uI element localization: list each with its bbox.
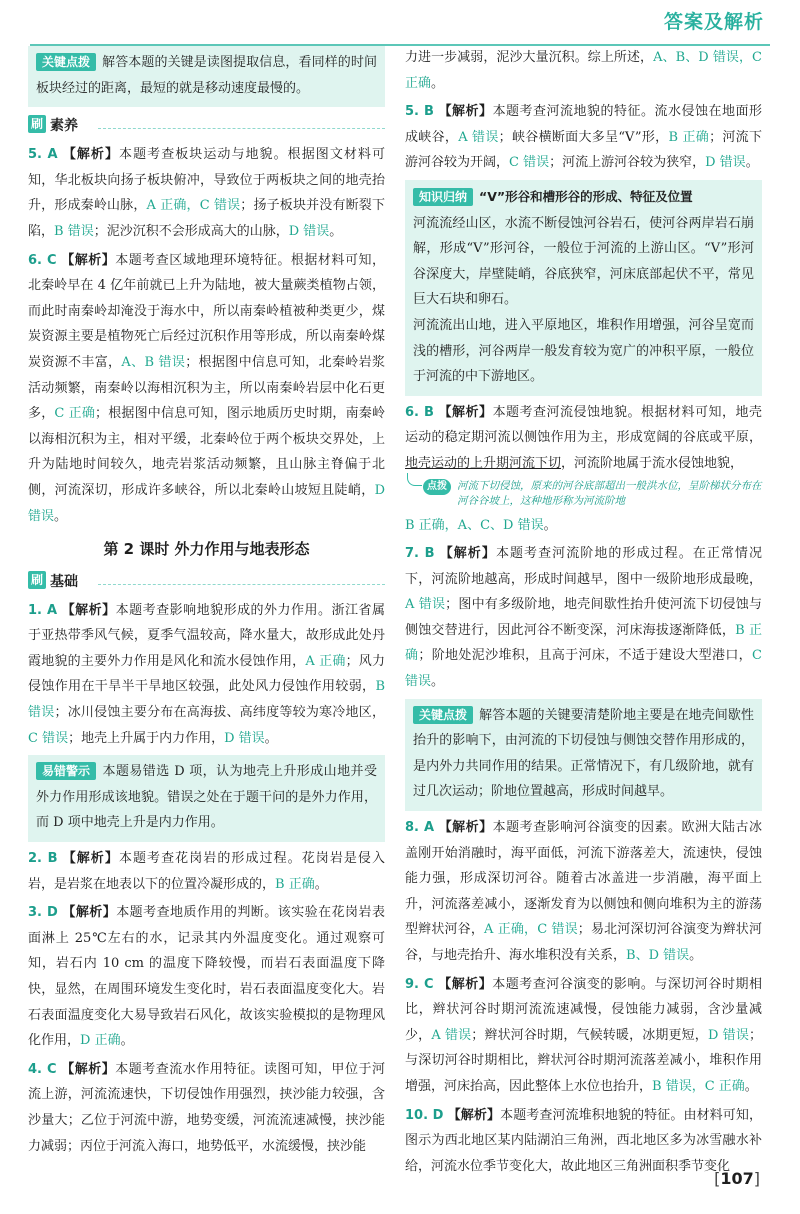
answer-item <box>28 598 385 752</box>
right-column <box>405 42 762 1179</box>
answer-item <box>405 972 762 1100</box>
answer-text: ；峡谷横断面大多呈“V”形， <box>498 129 669 145</box>
answer-verdict: D 错误 <box>28 482 385 524</box>
answer-verdict: A 错误 <box>458 129 499 145</box>
key-tip-text: 解答本题的关键是读图提取信息，看同样的时间板块经过的距离，最短的就是移动速度最慢的。 <box>36 55 377 96</box>
answer-verdict: B 正确 <box>405 622 762 664</box>
key-tip-box <box>28 46 385 107</box>
answer-text: 。 <box>120 1033 134 1049</box>
key-tip-label: 关键点拨 <box>36 53 96 71</box>
answer-text: ；辫状河谷时期，气候转暖，冰期更短， <box>471 1027 708 1043</box>
answer-text: 。 <box>431 674 445 690</box>
answer-item-continued <box>405 45 762 96</box>
answer-verdict: A 正确 <box>305 653 346 669</box>
answer-text: 。 <box>744 1078 758 1094</box>
answer-text: 力进一步减弱，泥沙大量沉积。综上所述， <box>405 50 654 65</box>
analysis-tag: 【解析】 <box>62 147 120 163</box>
header-title: 答案及解析 <box>663 11 764 33</box>
answer-verdict: D 正确 <box>80 1033 121 1049</box>
answer-text: ；冰川侵蚀主要分布在高海拔、高纬度等较为寒冷地区， <box>54 705 385 721</box>
answer-text: 本题考查河流地貌的特征。流水侵蚀在地面形成峡谷， <box>405 104 762 145</box>
knowledge-paragraph: 河流流出山地，进入平原地区，堆积作用增强，河谷呈宽而浅的槽形，河谷两岸一般发育较为宽广的冲积平原，一般位于河流的中下游地区。 <box>413 317 754 385</box>
answer-verdict: A 错误 <box>431 1027 472 1043</box>
annotation-arrow-icon <box>407 473 422 486</box>
answer-item <box>405 541 762 695</box>
error-warning-box <box>28 755 385 842</box>
answer-number: 6. C <box>28 252 57 268</box>
knowledge-summary-title: “V”形谷和槽形谷的形成、特征及位置 <box>479 188 693 204</box>
answer-item <box>28 142 385 244</box>
answer-text: ，河流阶地属于流水侵蚀地貌， <box>561 455 744 471</box>
analysis-tag: 【解析】 <box>61 602 116 618</box>
answer-text: 。 <box>264 730 278 746</box>
answer-verdict: B 正确 <box>668 129 710 145</box>
annotation-text: 河流下切侵蚀，原来的河谷底部超出一般洪水位，呈阶梯状分布在河谷谷坡上，这种地形称为河流阶地 <box>457 479 762 507</box>
answer-text: 本题考查河流堆积地貌的特征。由材料可知，图示为西北地区某内陆湖泊三角洲，西北地区多为冰雪融水补给，河流水位季节变化大，故此地区三角洲面积季节变化 <box>405 1107 762 1174</box>
answer-verdict: B 错误 <box>54 223 94 239</box>
answer-text: ；泥沙沉积不会形成高大的山脉， <box>93 223 289 239</box>
left-column <box>28 42 385 1159</box>
answer-item <box>28 1057 385 1159</box>
answer-number: 1. A <box>28 602 58 618</box>
answer-text: ；河流下游河谷较为开阔， <box>405 129 762 171</box>
analysis-tag: 【解析】 <box>438 404 493 420</box>
analysis-tag: 【解析】 <box>439 546 496 562</box>
answer-text: ；根据图中信息可知，北秦岭岩浆活动频繁，南秦岭以海相沉积为主，所以南秦岭岩层中化石更多， <box>28 354 385 422</box>
answer-verdict: A 正确，C 错误 <box>484 922 578 938</box>
underlined-phrase: 地壳运动的上升期河流下切 <box>405 455 562 471</box>
answer-verdict: A 正确，C 错误 <box>146 198 241 214</box>
answer-text: ；与深切河谷时期相比，辫状河谷时期河流落差减小，堆积作用增强，河床抬高，因此整体上水位也抬升， <box>405 1027 762 1094</box>
answer-text: 本题考查河流侵蚀地貌。根据材料可知，地壳运动的稳定期河流以侧蚀作用为主，形成宽阔的谷底或平原， <box>405 404 762 446</box>
answer-verdict: C 正确 <box>54 406 96 422</box>
answer-item <box>405 815 762 969</box>
knowledge-summary-label: 知识归纳 <box>413 188 473 206</box>
answer-text: 。 <box>314 876 328 892</box>
answer-item-continued <box>405 513 762 539</box>
section-badge: 刷 <box>28 571 46 589</box>
error-warning-label: 易错警示 <box>36 762 96 780</box>
answer-text: 本题考查板块运动与地貌。根据图文材料可知，华北板块向扬子板块俯冲，导致位于两板块之间的地壳抬升，形成秦岭山脉， <box>28 147 385 214</box>
section-badge: 刷 <box>28 115 46 133</box>
section-jichu <box>28 569 385 595</box>
header-bar <box>0 0 800 48</box>
annotation-note <box>427 479 762 509</box>
answer-number: 6. B <box>405 404 434 420</box>
answer-item <box>28 248 385 530</box>
section-title: 素养 <box>50 118 78 135</box>
knowledge-summary-box <box>405 180 762 396</box>
answer-verdict: D 错误 <box>707 1027 749 1043</box>
answer-item <box>405 99 762 176</box>
key-tip-text: 解答本题的关键要清楚阶地主要是在地壳间歇性抬升的影响下，由河流的下切侵蚀与侧蚀交替作用形成的，是内外力共同作用的结果。正常情况下，有几级阶地，就有过几次运动；阶地位置越高，形成时间越早。 <box>413 707 754 800</box>
answer-verdict: B 错误，C 正确 <box>652 1078 745 1094</box>
answer-item <box>28 846 385 897</box>
answer-number: 10. D <box>405 1107 444 1123</box>
answer-verdict: C 错误 <box>28 730 69 746</box>
answer-text: 。 <box>431 75 445 91</box>
answer-item <box>405 400 762 477</box>
error-warning-text: 本题易错选 D 项，认为地壳上升形成山地并受外力作用形成该地貌。错误之处在于题干问的是外力作用，而 D 项中地壳上升是内力作用。 <box>36 764 377 831</box>
answer-item <box>28 900 385 1054</box>
analysis-tag: 【解析】 <box>62 905 117 921</box>
answer-text: 本题考查地质作用的判断。该实验在花岗岩表面淋上 25℃左右的水，记录其内外温度变化。通过观察可知，岩石内 10 cm 的温度下降较慢，而岩石表面温度下降快，显然，在周围环境发生变化时，岩石表面温度变化大。岩石表面温度变化大易导致岩石风化，故该实验模拟的是物理风化作用， <box>28 905 385 1049</box>
knowledge-paragraph: 河流流经山区，水流不断侵蚀河谷岩石，使河谷两岸岩石崩解，形成“V”形河谷，一般位于河流的上游山区。“V”形河谷深度大，岸壁陡峭，谷底狭窄，河床底部起伏不平，常见巨大石块和卵石。 <box>413 215 754 308</box>
answer-number: 7. B <box>405 546 435 562</box>
page-number-value: 107 <box>720 1169 754 1189</box>
answer-text: 。 <box>745 155 759 171</box>
analysis-tag: 【解析】 <box>438 976 493 992</box>
answer-text: 本题考查流水作用特征。读图可知，甲位于河流上游，河流流速快，下切侵蚀作用强烈，挟沙能力较强，含沙量大；乙位于河流中游，地势变缓，河流流速减慢，挟沙能力减弱；丙位于河流入海口，地势低平，水流缓慢，挟沙能 <box>28 1061 385 1154</box>
page-number: [107] <box>714 1169 760 1189</box>
answer-number: 3. D <box>28 905 58 921</box>
answer-verdict: B 正确，A、C、D 错误 <box>405 517 544 533</box>
section-suyang <box>28 113 385 139</box>
answer-number: 5. B <box>405 104 434 120</box>
section-title: 基础 <box>50 573 78 590</box>
answer-text: ；风力侵蚀作用在干旱半干旱地区较强，此处风力侵蚀作用较弱， <box>28 653 385 695</box>
answer-verdict: D 错误 <box>705 155 746 171</box>
analysis-tag: 【解析】 <box>438 104 493 120</box>
key-tip-label: 关键点拨 <box>413 706 473 724</box>
answer-text: 。 <box>54 508 68 524</box>
answer-text: 。 <box>329 223 343 239</box>
analysis-tag: 【解析】 <box>62 851 119 867</box>
answer-text: ；易北河深切河谷演变为辫状河谷，与地壳抬升、海水堆积没有关系， <box>405 922 762 963</box>
answer-item <box>405 1103 762 1180</box>
answer-text: ；地壳上升属于内力作用， <box>68 730 225 746</box>
answer-verdict: D 错误 <box>288 223 330 239</box>
answer-verdict: B 正确 <box>275 876 315 892</box>
section-rule <box>98 128 385 129</box>
answer-text: ；根据图中信息可知，图示地质历史时期，南秦岭以海相沉积为主，相对平缓，北秦岭位于两个板块交界处，上升为陆地时间较久，地壳岩浆活动频繁，且山脉主脊偏于北侧，河流深切，形成许多峡谷，所以北秦岭山坡短且陡峭， <box>28 406 385 498</box>
answer-text: ；图中有多级阶地，地壳间歇性抬升使河流下切侵蚀与侧蚀交替进行，因此河谷不断变深，河床海拔逐渐降低， <box>405 597 762 638</box>
section-rule <box>98 584 385 585</box>
analysis-tag: 【解析】 <box>61 252 116 268</box>
answer-number: 9. C <box>405 976 434 992</box>
answer-text: ；阶地处泥沙堆积，且高于河床，不适于建设大型港口， <box>418 648 753 664</box>
lesson-title: 第 2 课时 外力作用与地表形态 <box>103 540 310 559</box>
analysis-tag: 【解析】 <box>61 1061 116 1077</box>
answer-text: 。 <box>543 517 557 533</box>
answer-verdict: A 错误 <box>405 597 446 613</box>
answer-text: ；扬子板块并没有断裂下陷， <box>28 198 385 239</box>
answer-text: 本题考查河谷演变的影响。与深切河谷时期相比，辫状河谷时期河流流速减慢，侵蚀能力减弱，含沙量减少， <box>405 976 762 1043</box>
answer-number: 5. A <box>28 147 58 163</box>
answer-text: ；河流上游河谷较为狭窄， <box>549 155 706 171</box>
annotation-badge: 点拨 <box>423 479 451 495</box>
analysis-tag: 【解析】 <box>438 820 493 836</box>
key-tip-box <box>405 699 762 811</box>
answer-text: 本题考查影响河谷演变的因素。欧洲大陆古冰盖刚开始消融时，海平面低，河流下游落差大，流速快，侵蚀能力强，形成深切河谷。随着古冰盖进一步消融，海平面上升，河流落差减小，逐渐发育为以侧蚀和侧向堆积为主的游荡型辫状河谷， <box>405 820 762 938</box>
answer-text: 。 <box>689 948 703 963</box>
answer-verdict: D 错误 <box>224 730 265 746</box>
answer-number: 2. B <box>28 851 58 867</box>
answer-verdict: C 错误 <box>509 155 550 171</box>
answer-text: 本题考查区域地理环境特征。根据材料可知，北秦岭早在 4 亿年前就已上升为陆地，被大量蕨类植物占领，而此时南秦岭却淹没于海水中，所以南秦岭植被种类更少，煤炭资源主要是植物死亡后经过沉积作用等形成，所以南秦岭煤炭资源不丰富， <box>28 252 385 370</box>
answer-verdict: A、B 错误 <box>121 354 186 370</box>
answer-text: 本题考查河流阶地的形成过程。在正常情况下，河流阶地越高，形成时间越早，图中一级阶地形成最晚， <box>405 546 762 587</box>
answer-number: 8. A <box>405 820 435 836</box>
answer-verdict: B 错误 <box>28 679 385 721</box>
answer-text: 本题考查花岗岩的形成过程。花岗岩是侵入岩，是岩浆在地表以下的位置冷凝形成的， <box>28 851 385 892</box>
answer-verdict: A、B、D 错误，C 正确 <box>405 50 762 91</box>
answer-verdict: C 错误 <box>405 648 762 690</box>
answer-verdict: B、D 错误 <box>626 948 690 963</box>
answer-number: 4. C <box>28 1061 57 1077</box>
analysis-tag: 【解析】 <box>447 1107 501 1123</box>
answer-text: 本题考查影响地貌形成的外力作用。浙江省属于亚热带季风气候，夏季气温较高，降水量大，故形成此处丹霞地貌的主要外力作用是风化和流水侵蚀作用， <box>28 602 385 669</box>
